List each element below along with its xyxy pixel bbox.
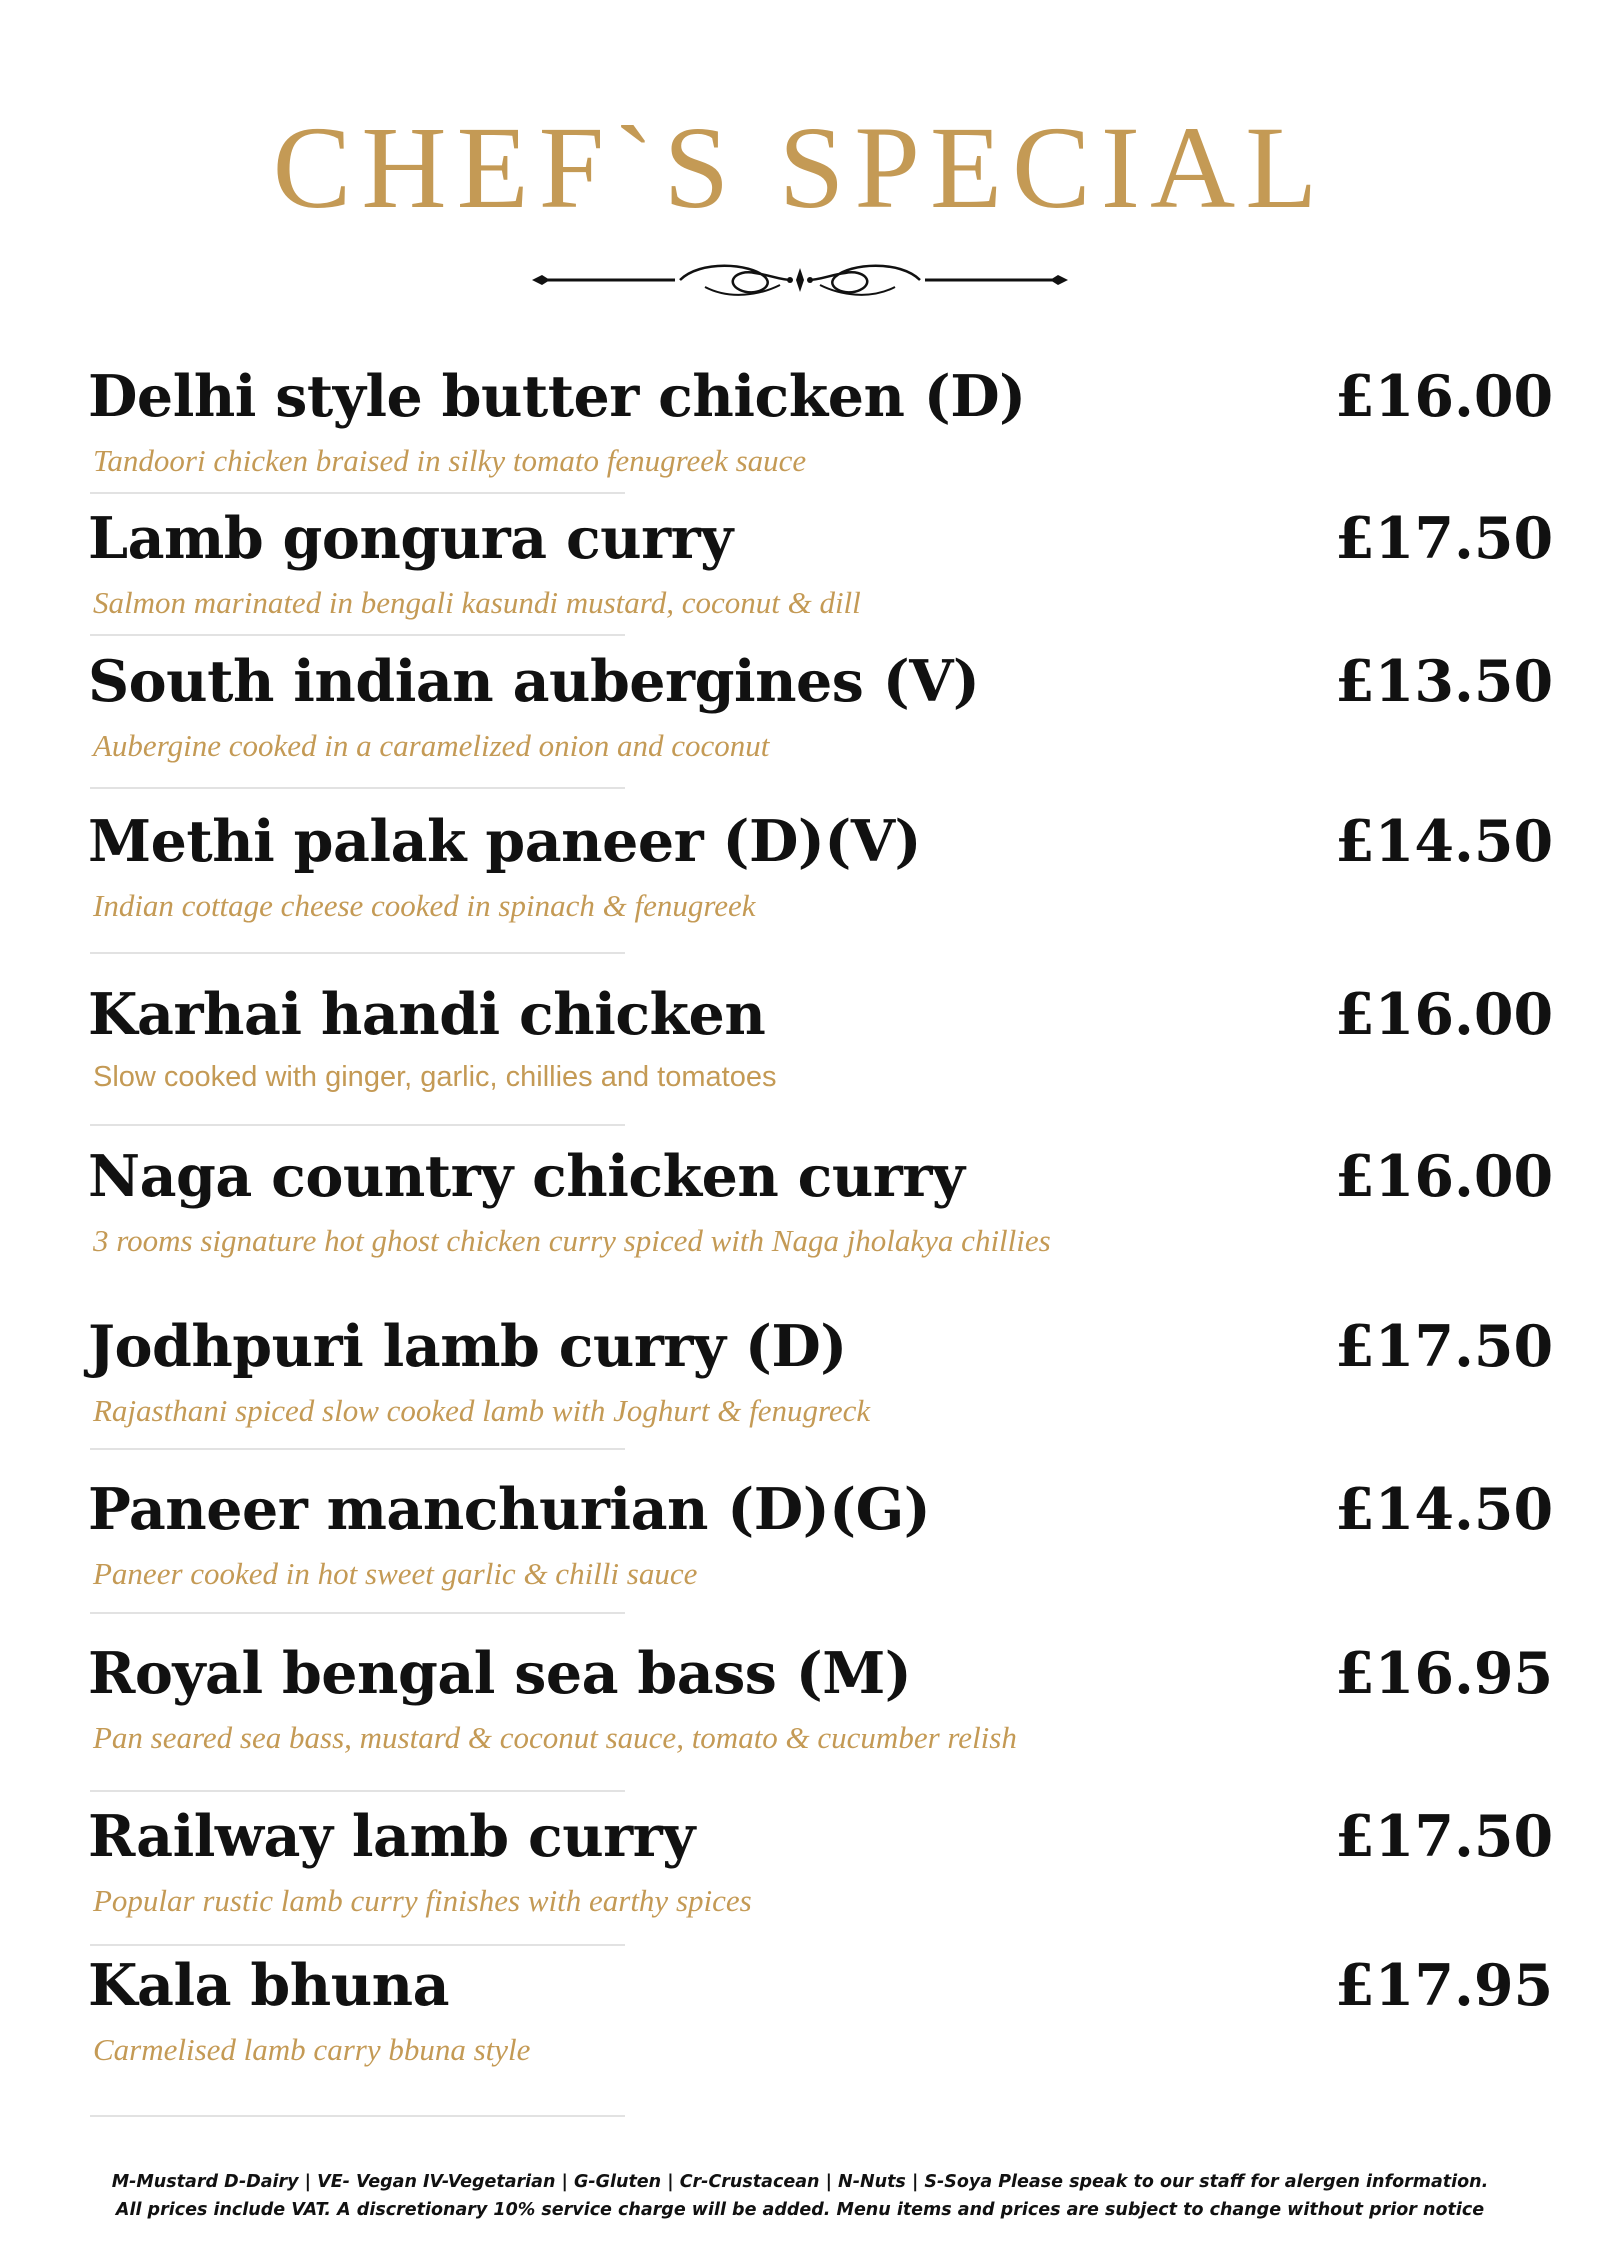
dish-price: £14.50 [1335, 808, 1554, 875]
dish-price: £17.50 [1335, 1313, 1554, 1380]
dish-name: Jodhpuri lamb curry (D) [88, 1313, 847, 1380]
item-divider [90, 952, 625, 954]
menu-item [0, 1640, 1600, 1790]
dish-price: £17.50 [1335, 505, 1554, 572]
item-divider [90, 1944, 625, 1946]
dish-description: Carmelised lamb carry bbuna style [93, 2032, 531, 2067]
item-divider [90, 787, 625, 789]
dish-price: £16.95 [1335, 1640, 1554, 1707]
allergen-legend: M-Mustard D-Dairy | VE- Vegan IV-Vegetarian | G-Gluten | Cr-Crustacean | N-Nuts | S-Soya Please speak to our staff for alergen information. [111, 2172, 1489, 2192]
dish-name: Delhi style butter chicken (D) [88, 363, 1026, 430]
menu-item [0, 1313, 1600, 1463]
dish-description: Aubergine cooked in a caramelized onion and coconut [93, 728, 770, 763]
dish-price: £17.50 [1335, 1803, 1554, 1870]
dish-price: £16.00 [1335, 1143, 1554, 1210]
item-divider [90, 1124, 625, 1126]
dish-name: South indian aubergines (V) [88, 648, 980, 715]
dish-name: Kala bhuna [88, 1952, 450, 2019]
dish-price: £14.50 [1335, 1476, 1554, 1543]
dish-description: Popular rustic lamb curry finishes with earthy spices [93, 1883, 752, 1918]
dish-name: Royal bengal sea bass (M) [88, 1640, 912, 1707]
dish-description: Rajasthani spiced slow cooked lamb with Joghurt & fenugreck [93, 1393, 871, 1428]
dish-description: 3 rooms signature hot ghost chicken curry spiced with Naga jholakya chillies [93, 1223, 1051, 1258]
dish-name: Naga country chicken curry [88, 1143, 965, 1210]
dish-name: Railway lamb curry [88, 1803, 695, 1870]
menu-item [0, 1952, 1600, 2102]
item-divider [90, 492, 625, 494]
item-divider [90, 1448, 625, 1450]
pricing-notice: All prices include VAT. A discretionary 10% service charge will be added. Menu items and prices are subject to change without prior notice [115, 2200, 1485, 2220]
flourish-divider-icon [530, 255, 1070, 305]
dish-price: £16.00 [1335, 981, 1554, 1048]
menu-item [0, 1143, 1600, 1293]
dish-description: Pan seared sea bass, mustard & coconut sauce, tomato & cucumber relish [93, 1720, 1017, 1755]
allergen-footer [0, 2168, 1600, 2224]
menu-item [0, 505, 1600, 655]
dish-description: Salmon marinated in bengali kasundi mustard, coconut & dill [93, 585, 861, 620]
dish-name: Methi palak paneer (D)(V) [88, 808, 922, 875]
item-divider [90, 634, 625, 636]
menu-item [0, 1803, 1600, 1953]
menu-title: CHEF`S SPECIAL [272, 102, 1328, 233]
item-divider [90, 2115, 625, 2117]
dish-name: Karhai handi chicken [88, 981, 766, 1048]
dish-description: Indian cottage cheese cooked in spinach & fenugreek [93, 888, 756, 923]
menu-item [0, 363, 1600, 513]
item-divider [90, 1790, 625, 1792]
dish-name: Paneer manchurian (D)(G) [88, 1476, 931, 1543]
item-divider [90, 1612, 625, 1614]
menu-item [0, 1476, 1600, 1626]
dish-price: £16.00 [1335, 363, 1554, 430]
dish-price: £17.95 [1335, 1952, 1554, 2019]
menu-item [0, 808, 1600, 958]
dish-description: Tandoori chicken braised in silky tomato fenugreek sauce [93, 443, 807, 478]
dish-description: Slow cooked with ginger, garlic, chillies and tomatoes [93, 1061, 777, 1093]
menu-item [0, 648, 1600, 798]
dish-description: Paneer cooked in hot sweet garlic & chilli sauce [93, 1556, 698, 1591]
dish-name: Lamb gongura curry [88, 505, 733, 572]
menu-item [0, 981, 1600, 1131]
dish-price: £13.50 [1335, 648, 1554, 715]
